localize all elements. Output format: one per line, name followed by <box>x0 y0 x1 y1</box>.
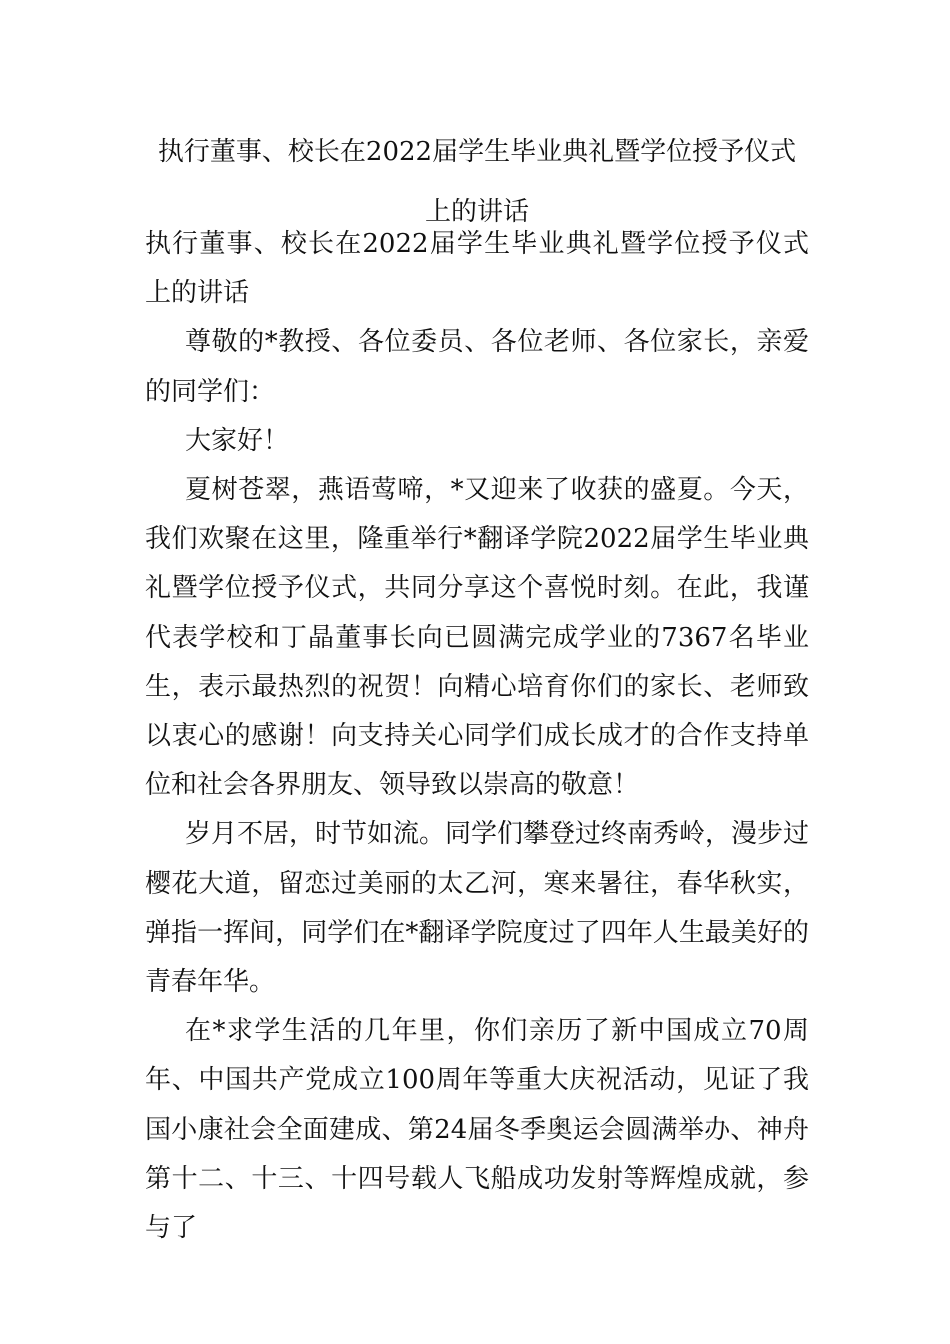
document-subtitle: 执行董事、校长在2022届学生毕业典礼暨学位授予仪式上的讲话 <box>145 229 809 309</box>
paragraph-experiences: 在*求学生活的几年里，你们亲历了新中国成立70周年、中国共产党成立100周年等重大庆祝活动，见证了我国小康社会全面建成、第24届冬季奥运会圆满举办、神舟第十二、十三、十四号载人飞船成功发射等辉煌成就，参与了 <box>145 1016 809 1244</box>
paragraph-opening: 夏树苍翠，燕语莺啼，*又迎来了收获的盛夏。今天，我们欢聚在这里，隆重举行*翻译学院2022届学生毕业典礼暨学位授予仪式，共同分享这个喜悦时刻。在此，我谨代表学校和丁晶董事长向已圆满完成学业的7367名毕业生，表示最热烈的祝贺！向精心培育你们的家长、老师致以衷心的感谢！向支持关心同学们成长成才的合作支持单位和社会各界朋友、领导致以崇高的敬意！ <box>145 475 809 801</box>
paragraph-memories: 岁月不居，时节如流。同学们攀登过终南秀岭，漫步过樱花大道，留恋过美丽的太乙河，寒来暑往，春华秋实，弹指一挥间，同学们在*翻译学院度过了四年人生最美好的青春年华。 <box>145 819 810 998</box>
paragraph-salutation: 尊敬的*教授、各位委员、各位老师、各位家长，亲爱的同学们： <box>145 327 809 407</box>
paragraph-greeting: 大家好！ <box>185 425 290 456</box>
document-title: 执行董事、校长在2022届学生毕业典礼暨学位授予仪式上的讲话 <box>157 137 797 227</box>
document-body <box>145 220 809 1253</box>
